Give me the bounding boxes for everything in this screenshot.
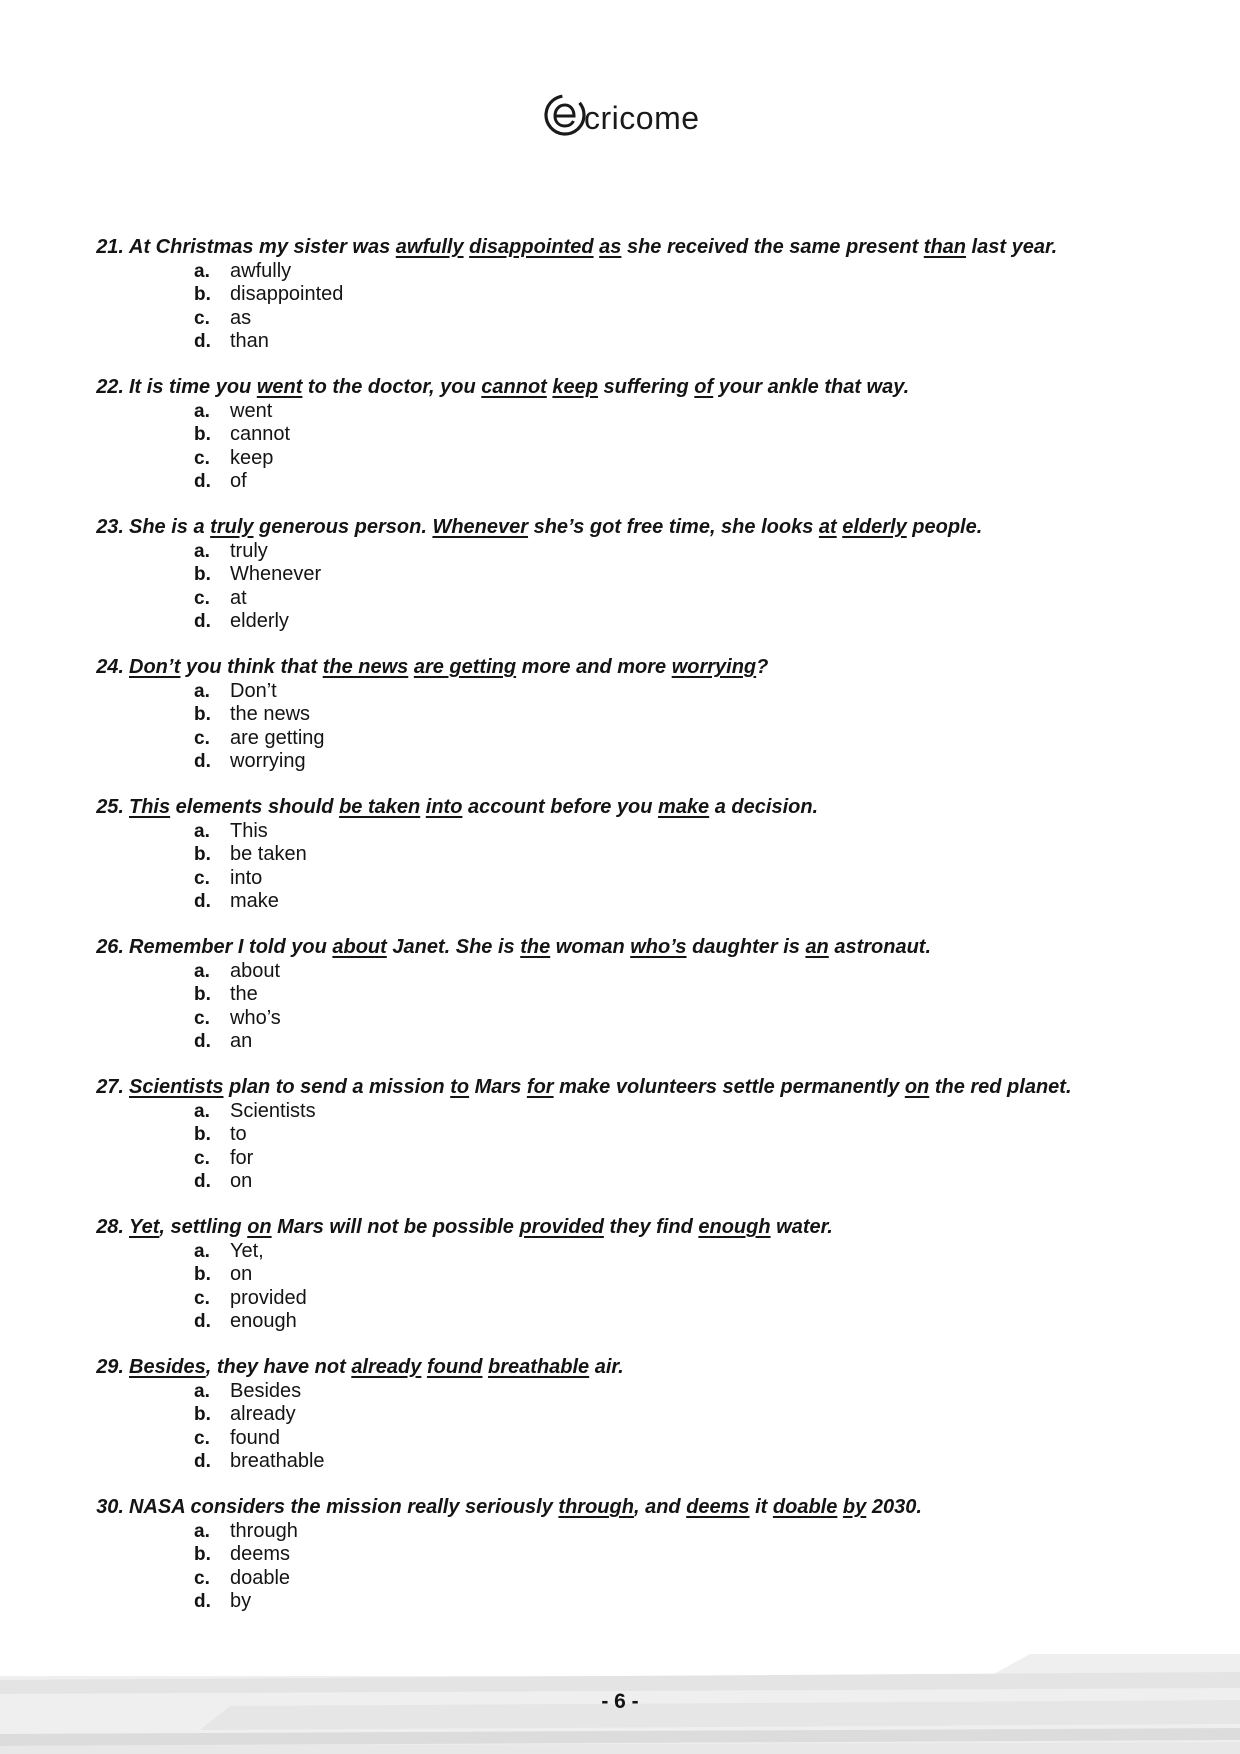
answer-option (194, 983, 281, 1006)
option-letter: a. (194, 681, 210, 702)
answer-option (194, 1403, 325, 1426)
option-letter: c. (194, 727, 210, 749)
text-segment: Mars (469, 1076, 527, 1098)
answer-options (194, 680, 325, 774)
option-letter: a. (194, 1381, 210, 1402)
option-text: an (230, 1030, 253, 1053)
question-text (129, 653, 768, 681)
answer-option (194, 843, 307, 866)
answer-option (194, 960, 281, 983)
text-segment: plan to send a mission (223, 1076, 451, 1098)
underlined-segment: This (129, 796, 171, 818)
option-letter: b. (194, 1544, 211, 1566)
text-segment: ? (756, 656, 769, 678)
answer-options (194, 1520, 298, 1614)
answer-option (194, 1543, 298, 1566)
answer-options (194, 1100, 316, 1194)
question-stem (86, 1213, 1196, 1241)
text-segment: elements should (170, 796, 340, 818)
option-text: through (230, 1520, 298, 1542)
text-segment: generous person. (253, 516, 433, 538)
option-letter: b. (194, 284, 211, 306)
answer-options (194, 1240, 307, 1334)
text-segment: , settling (159, 1216, 248, 1238)
answer-option (194, 703, 325, 726)
option-letter: c. (194, 1007, 210, 1029)
underlined-segment: deems (686, 1496, 750, 1518)
option-text: at (230, 586, 247, 609)
option-text: are getting (230, 726, 325, 749)
question-stem (86, 1493, 1196, 1521)
option-text: This (230, 820, 268, 842)
question (86, 933, 1196, 1073)
underlined-segment: Whenever (432, 516, 529, 538)
question-stem (86, 1073, 1196, 1101)
option-letter: c. (194, 867, 210, 889)
text-segment: suffering (597, 376, 695, 398)
question-number: 29. (96, 1356, 124, 1378)
option-letter: a. (194, 401, 210, 422)
answer-options (194, 1380, 325, 1474)
option-text: the news (230, 703, 311, 726)
question-text (129, 373, 909, 401)
text-segment: Mars will not be possible (271, 1216, 520, 1238)
option-text: enough (230, 1310, 297, 1333)
option-letter: c. (194, 1427, 210, 1449)
option-text: into (230, 866, 263, 889)
answer-options (194, 820, 307, 914)
underlined-segment: found (426, 1356, 483, 1378)
option-text: cannot (230, 423, 291, 446)
underlined-segment: elderly (842, 516, 907, 538)
question-text (129, 233, 1057, 261)
answer-option (194, 1030, 281, 1053)
option-text: truly (230, 540, 268, 562)
option-letter: c. (194, 1567, 210, 1589)
underlined-segment: went (256, 376, 303, 398)
text-segment: she’s got free time, she looks (528, 516, 819, 538)
option-text: as (230, 306, 252, 329)
text-segment: Remember I told you (129, 936, 333, 958)
text-segment: your ankle that way. (713, 376, 910, 398)
question-number: 22. (96, 376, 124, 398)
option-text: already (230, 1403, 296, 1426)
question-text (129, 933, 931, 961)
option-text: about (230, 960, 281, 982)
option-letter: b. (194, 1124, 211, 1146)
underlined-segment: disappointed (469, 236, 594, 258)
question-list (86, 233, 1196, 1633)
text-segment: Janet. She is (386, 936, 521, 958)
text-segment: people. (906, 516, 983, 538)
option-letter: d. (194, 1031, 211, 1053)
option-text: of (230, 470, 247, 493)
text-segment: water. (770, 1216, 833, 1238)
option-text: be taken (230, 843, 307, 866)
option-letter: b. (194, 1264, 211, 1286)
underlined-segment: cannot (481, 376, 547, 398)
option-letter: a. (194, 1241, 210, 1262)
question (86, 1493, 1196, 1633)
question (86, 1073, 1196, 1213)
answer-option (194, 1520, 298, 1543)
underlined-segment: as (599, 236, 622, 258)
question-text (129, 1493, 922, 1521)
underlined-segment: at (818, 516, 837, 538)
question-stem (86, 1353, 1196, 1381)
text-segment: to the doctor, you (302, 376, 482, 398)
answer-option (194, 1147, 316, 1170)
answer-option (194, 1240, 307, 1263)
underlined-segment: breathable (488, 1356, 590, 1378)
underlined-segment: provided (519, 1216, 604, 1238)
answer-option (194, 283, 343, 306)
underlined-segment: are getting (413, 656, 517, 678)
question-number: 28. (96, 1216, 124, 1238)
underlined-segment: awfully (395, 236, 464, 258)
underlined-segment: Yet (129, 1216, 160, 1238)
answer-option (194, 1123, 316, 1146)
option-text: Besides (230, 1380, 302, 1402)
option-letter: d. (194, 611, 211, 633)
answer-option (194, 890, 307, 913)
underlined-segment: doable (772, 1496, 838, 1518)
option-text: for (230, 1146, 254, 1169)
option-text: Whenever (230, 563, 322, 586)
answer-option (194, 447, 290, 470)
question-number: 23. (96, 516, 124, 538)
option-text: who’s (230, 1006, 281, 1029)
question-stem (86, 513, 1196, 541)
answer-option (194, 587, 321, 610)
option-text: on (230, 1170, 253, 1193)
underlined-segment: Scientists (129, 1076, 224, 1098)
answer-option (194, 563, 321, 586)
text-segment: account before you (462, 796, 659, 818)
option-letter: d. (194, 331, 211, 353)
option-letter: b. (194, 844, 211, 866)
option-letter: d. (194, 1451, 211, 1473)
underlined-segment: Don’t (129, 656, 181, 678)
underlined-segment: than (923, 236, 966, 258)
question-text (129, 513, 982, 541)
answer-option (194, 1590, 298, 1613)
answer-option (194, 470, 290, 493)
text-segment: she received the same present (621, 236, 924, 258)
answer-option (194, 1100, 316, 1123)
option-text: doable (230, 1566, 291, 1589)
question-text (129, 1353, 624, 1381)
answer-option (194, 1263, 307, 1286)
answer-option (194, 1427, 325, 1450)
option-text: Scientists (230, 1100, 316, 1122)
option-letter: d. (194, 1591, 211, 1613)
question (86, 653, 1196, 793)
underlined-segment: to (450, 1076, 470, 1098)
underlined-segment: the news (322, 656, 409, 678)
option-letter: b. (194, 984, 211, 1006)
option-letter: a. (194, 821, 210, 842)
page-number: - 6 - (601, 1690, 639, 1713)
text-segment: last year. (966, 236, 1058, 258)
answer-option (194, 1450, 325, 1473)
underlined-segment: through (558, 1496, 634, 1518)
underlined-segment: on (904, 1076, 930, 1098)
answer-options (194, 540, 321, 634)
ecricome-logo (544, 88, 700, 144)
option-letter: c. (194, 447, 210, 469)
option-text: the (230, 983, 258, 1006)
option-letter: d. (194, 471, 211, 493)
text-segment: At Christmas my sister was (129, 236, 396, 258)
text-segment: NASA considers the mission really seriously (129, 1496, 559, 1518)
question (86, 373, 1196, 513)
question-number: 27. (96, 1076, 124, 1098)
question-number: 26. (96, 936, 124, 958)
question-number: 30. (96, 1496, 124, 1518)
option-text: awfully (230, 260, 292, 282)
option-letter: c. (194, 1287, 210, 1309)
question (86, 793, 1196, 933)
answer-options (194, 960, 281, 1054)
answer-option (194, 423, 290, 446)
underlined-segment: by (842, 1496, 867, 1518)
answer-option (194, 540, 321, 563)
option-text: worrying (230, 750, 306, 773)
option-letter: a. (194, 261, 210, 282)
option-text: to (230, 1123, 247, 1146)
text-segment: daughter is (686, 936, 806, 958)
option-letter: a. (194, 1101, 210, 1122)
underlined-segment: who’s (630, 936, 687, 958)
option-text: Don’t (230, 680, 277, 702)
text-segment: astronaut. (828, 936, 932, 958)
answer-option (194, 400, 290, 423)
underlined-segment: already (351, 1356, 422, 1378)
answer-option (194, 727, 325, 750)
answer-option (194, 1007, 281, 1030)
option-text: elderly (230, 610, 289, 633)
underlined-segment: enough (698, 1216, 771, 1238)
underlined-segment: make (658, 796, 710, 818)
option-letter: c. (194, 1147, 210, 1169)
text-segment: it (749, 1496, 773, 1518)
option-text: make (230, 890, 279, 913)
underlined-segment: into (425, 796, 463, 818)
option-text: provided (230, 1286, 307, 1309)
text-segment: they find (603, 1216, 699, 1238)
option-letter: d. (194, 1311, 211, 1333)
answer-option (194, 260, 343, 283)
text-segment: make volunteers settle permanently (553, 1076, 905, 1098)
option-text: went (230, 400, 273, 422)
question-number: 21. (96, 236, 124, 258)
underlined-segment: of (694, 376, 714, 398)
answer-option (194, 307, 343, 330)
option-text: keep (230, 446, 274, 469)
option-letter: b. (194, 1404, 211, 1426)
question-stem (86, 373, 1196, 401)
option-text: disappointed (230, 283, 344, 306)
question-number: 24. (96, 656, 124, 678)
question-text (129, 793, 818, 821)
option-letter: c. (194, 307, 210, 329)
question (86, 1213, 1196, 1353)
option-text: than (230, 330, 269, 353)
underlined-segment: about (332, 936, 387, 958)
option-letter: a. (194, 961, 210, 982)
question-stem (86, 653, 1196, 681)
text-segment: you think that (180, 656, 323, 678)
answer-option (194, 610, 321, 633)
underlined-segment: for (526, 1076, 554, 1098)
text-segment: She is a (129, 516, 211, 538)
underlined-segment: an (805, 936, 829, 958)
text-segment: air. (589, 1356, 624, 1378)
answer-options (194, 400, 290, 494)
answer-option (194, 1567, 298, 1590)
answer-option (194, 680, 325, 703)
underlined-segment: truly (210, 516, 254, 538)
question (86, 513, 1196, 653)
option-letter: b. (194, 564, 211, 586)
question-stem (86, 233, 1196, 261)
answer-option (194, 1170, 316, 1193)
underlined-segment: Besides (129, 1356, 206, 1378)
question-number: 25. (96, 796, 124, 818)
text-segment: more and more (516, 656, 672, 678)
underlined-segment: the (520, 936, 551, 958)
question-text (129, 1073, 1072, 1101)
option-letter: d. (194, 751, 211, 773)
answer-option (194, 330, 343, 353)
answer-option (194, 1287, 307, 1310)
option-text: found (230, 1426, 281, 1449)
text-segment: , and (633, 1496, 687, 1518)
option-letter: b. (194, 424, 211, 446)
option-text: deems (230, 1543, 291, 1566)
option-text: Yet, (230, 1240, 264, 1262)
text-segment: It is time you (129, 376, 257, 398)
underlined-segment: on (247, 1216, 272, 1238)
logo-wordmark: cricome (584, 100, 700, 136)
underlined-segment: be taken (339, 796, 421, 818)
question-stem (86, 793, 1196, 821)
text-segment: , they have not (205, 1356, 352, 1378)
option-letter: a. (194, 1521, 210, 1542)
option-text: breathable (230, 1450, 325, 1473)
question (86, 233, 1196, 373)
option-letter: c. (194, 587, 210, 609)
option-letter: a. (194, 541, 210, 562)
underlined-segment: keep (552, 376, 598, 398)
option-letter: b. (194, 704, 211, 726)
option-letter: d. (194, 1171, 211, 1193)
text-segment: a decision. (709, 796, 819, 818)
question-text (129, 1213, 833, 1241)
question (86, 1353, 1196, 1493)
answer-option (194, 750, 325, 773)
option-text: by (230, 1590, 252, 1613)
question-stem (86, 933, 1196, 961)
answer-options (194, 260, 343, 354)
option-letter: d. (194, 891, 211, 913)
underlined-segment: worrying (671, 656, 757, 678)
option-text: on (230, 1263, 253, 1286)
text-segment: the red planet. (929, 1076, 1072, 1098)
answer-option (194, 820, 307, 843)
answer-option (194, 1310, 307, 1333)
answer-option (194, 867, 307, 890)
text-segment: woman (550, 936, 631, 958)
answer-option (194, 1380, 325, 1403)
text-segment: 2030. (866, 1496, 922, 1518)
